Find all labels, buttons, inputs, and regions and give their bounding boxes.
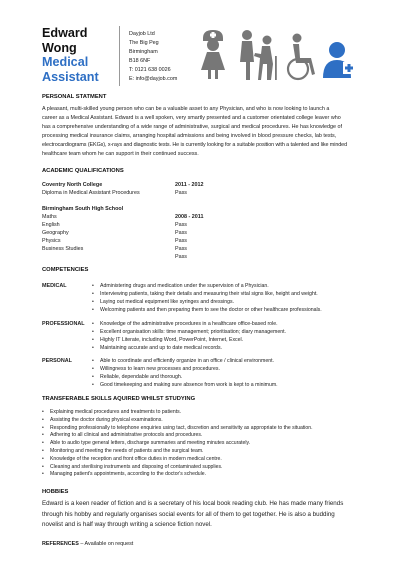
contact-address bbox=[129, 30, 177, 85]
subject-name: Business Studies bbox=[42, 246, 84, 252]
doctor-helping-patient-icon bbox=[240, 30, 277, 80]
competency-label-medical: MEDICAL bbox=[42, 283, 67, 289]
hobbies-line: through his hobby and regularly organises social events for all of them to get together. He is also a budding bbox=[42, 510, 335, 518]
list-item: • Knowledge of the administrative procedures in a healthcare office-based role. bbox=[92, 321, 286, 329]
competency-label-professional: PROFESSIONAL bbox=[42, 321, 85, 327]
personal-competency-list bbox=[92, 358, 278, 390]
list-item: • Cleaning and sterilising instruments and disposing of contaminated supplies. bbox=[42, 464, 313, 472]
school-years: 2008 - 2011 bbox=[175, 214, 204, 220]
hobbies-line: Edward is a keen reader of fiction and is a secretary of his local book reading club. He has made many friends bbox=[42, 500, 344, 507]
school-name: Birmingham South High School bbox=[42, 206, 124, 212]
subject-name: Physics bbox=[42, 238, 61, 244]
statement-line: A pleasant, multi-skilled young person who can be a valuable asset to any Physician, and who is now looking to launch a bbox=[42, 106, 330, 112]
references-text: – Available on request bbox=[80, 541, 134, 547]
professional-competency-list bbox=[92, 321, 286, 353]
medical-competency-list bbox=[92, 283, 322, 315]
college-course: Diploma in Medical Assistant Procedures bbox=[42, 190, 140, 196]
competency-label-personal: PERSONAL bbox=[42, 358, 72, 364]
subject-result: Pass bbox=[175, 238, 187, 244]
statement-line: career as a Medical Assistant. Edward is a well spoken, very smartly presented and a customer orientated college leaver who bbox=[42, 114, 341, 121]
subject-name: Geography bbox=[42, 230, 69, 236]
references-label: REFERENCES bbox=[42, 541, 79, 547]
hobbies-heading: HOBBIES bbox=[42, 489, 69, 495]
list-item: • Knowledge of the reception and front office duties in modern medical centre. bbox=[42, 456, 313, 464]
list-item: • Welcoming patients and then preparing them to see the doctor or other healthcare professionals. bbox=[92, 307, 322, 315]
list-item: • Willingness to learn new processes and procedures. bbox=[92, 366, 278, 374]
last-name: Wong bbox=[42, 40, 77, 55]
header-divider bbox=[119, 26, 120, 86]
address-line: The Big Peg bbox=[129, 40, 159, 47]
address-line: Dayjob Ltd bbox=[129, 31, 155, 37]
subject-result: Pass bbox=[175, 254, 187, 260]
nurse-icon bbox=[201, 30, 225, 79]
college-years: 2011 - 2012 bbox=[175, 182, 204, 188]
hobbies-text bbox=[42, 499, 377, 531]
subject-name: Maths bbox=[42, 214, 57, 220]
list-item: • Assisting the doctor during physical examinations. bbox=[42, 417, 313, 425]
wheelchair-icon bbox=[288, 34, 315, 80]
subject-result: Pass bbox=[175, 230, 187, 236]
first-name: Edward bbox=[42, 26, 88, 40]
hobbies-line: novelist and is half way through writing a science fiction novel. bbox=[42, 521, 212, 528]
list-item: • Explaining medical procedures and treatments to patients. bbox=[42, 409, 313, 417]
statement-heading: PERSONAL STATMENT bbox=[42, 94, 107, 100]
transferable-skills-list bbox=[42, 409, 313, 479]
list-item: • Able to coordinate and efficiently organize in an office / clinical environment. bbox=[92, 358, 278, 366]
list-item: • Reliable, dependable and thorough. bbox=[92, 374, 278, 382]
subject-result: Pass bbox=[175, 246, 187, 252]
references bbox=[42, 541, 133, 547]
qualifications-heading: ACADEMIC QUALIFICATIONS bbox=[42, 168, 124, 174]
list-item: • Adhering to all clinical and administrative protocols and procedures. bbox=[42, 432, 313, 440]
list-item: • Good timekeeping and making sure absence from work is kept to a minimum. bbox=[92, 382, 278, 390]
address-line: B18 6NF bbox=[129, 58, 151, 65]
statement-line: has a comprehensive understanding of a wide range of administrative, surgical and medical procedures. He has knowledge of bbox=[42, 123, 342, 130]
statement-line: processing medical insurance claims, arranging hospital admissions and being involved in blood pressure checks, lab tests, bbox=[42, 132, 337, 139]
header-icons bbox=[197, 26, 357, 82]
statement-line: electrocardiograms (EKGs), x-rays and diagnostic tests. He is currently looking for a suitable position with a talented and like minded bbox=[42, 141, 348, 148]
list-item: • Maintaining accurate and up to date medical records. bbox=[92, 345, 286, 353]
job-title-line1: Medical bbox=[42, 55, 89, 69]
college-name: Coventry North College bbox=[42, 182, 103, 188]
college-result: Pass bbox=[175, 190, 187, 196]
candidate-name bbox=[42, 26, 122, 84]
list-item: • Administering drugs and medication under the supervision of a Physician. bbox=[92, 283, 322, 291]
email-line: E: info@dayjob.com bbox=[129, 76, 178, 83]
list-item: • Interviewing patients, taking their details and measuring their vital signs like, height and weight. bbox=[92, 291, 322, 299]
subject-name: English bbox=[42, 222, 60, 228]
statement-line: healthcare team whom he can support in their continued success. bbox=[42, 150, 199, 157]
address-line: Birmingham bbox=[129, 49, 158, 56]
list-item: • Excellent organisation skills: time management; prioritisation; diary management. bbox=[92, 329, 286, 337]
competencies-heading: COMPETENCIES bbox=[42, 267, 89, 273]
list-item: • Able to audio type general letters, discharge summaries and meeting minutes accurately. bbox=[42, 440, 313, 448]
job-title-line2: Assistant bbox=[42, 69, 99, 84]
phone-line: T: 0121 638 0026 bbox=[129, 67, 171, 74]
patient-user-icon bbox=[323, 42, 355, 78]
personal-statement bbox=[42, 105, 377, 158]
list-item: • Monitoring and meeting the needs of patients and the surgical team. bbox=[42, 448, 313, 456]
list-item: • Highly IT Literate, including Word, PowerPoint, Internet, Excel. bbox=[92, 337, 286, 345]
subject-result: Pass bbox=[175, 222, 187, 228]
list-item: • Managing patient's appointments, according to the doctor's schedule. bbox=[42, 471, 313, 479]
list-item: • Responding professionally to telephone enquiries using tact, discretion and sensitivity as appropriate to the situation. bbox=[42, 425, 313, 433]
transferable-heading: TRANSFERABLE SKILLS AQUIRED WHILST STUDYING bbox=[42, 396, 196, 402]
list-item: • Laying out medical equipment like syringes and dressings. bbox=[92, 299, 322, 307]
